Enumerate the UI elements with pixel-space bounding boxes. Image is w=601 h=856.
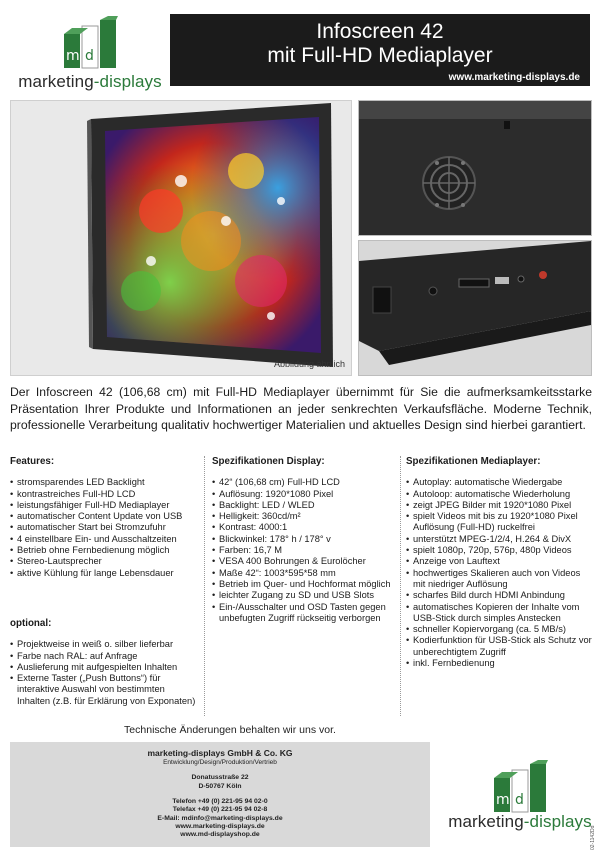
list-item: • Ein-/Ausschalter und OSD Tasten gegen unbefugten Zugriff rückseitig verborgen (212, 602, 396, 625)
ports-image (359, 241, 591, 375)
header-url[interactable]: www.marketing-displays.de (448, 72, 580, 83)
brand-wordmark: marketing-displays (18, 72, 162, 91)
list-item: • Maße 42“: 1003*595*58 mm (212, 568, 396, 579)
list-item: • unterstützt MPEG-1/2/4, H.264 & DivX (406, 534, 592, 545)
display-specs-list (212, 477, 396, 624)
list-item: • Projektweise in weiß o. silber lieferbar (10, 639, 200, 650)
brand-logo-bottom (440, 760, 590, 848)
display-specs-heading: Spezifikationen Display: (212, 456, 325, 467)
list-item: • Helligkeit: 360cd/m² (212, 511, 396, 522)
list-item: • Auflösung: 1920*1080 Pixel (212, 489, 396, 500)
list-item: • Anzeige von Lauftext (406, 556, 592, 567)
player-specs-section (406, 456, 592, 669)
footer-street: Donatusstraße 22 (191, 774, 249, 781)
features-list (10, 477, 200, 579)
footer-city: D-50767 Köln (198, 782, 242, 790)
infoscreen-front-image (11, 101, 351, 375)
player-specs-list (406, 477, 592, 669)
product-photo-ports (358, 240, 592, 376)
footer-contact (10, 798, 430, 839)
optional-heading: optional: (10, 618, 52, 629)
list-item: • Backlight: LED / WLED (212, 500, 396, 511)
list-item: • Betrieb im Quer- und Hochformat möglich (212, 579, 396, 590)
optional-list (10, 639, 200, 707)
list-item: • zeigt JPEG Bilder mit 1920*1080 Pixel (406, 500, 592, 511)
product-photo-back (358, 100, 592, 236)
image-caption: Abbildung ähnlich (273, 359, 345, 369)
list-item: • kontrastreiches Full-HD LCD (10, 489, 200, 500)
list-item: • Betrieb ohne Fernbedienung möglich (10, 545, 200, 556)
document-code: 02-1142Dd (590, 825, 596, 850)
list-item: • scharfes Bild durch HDMI Anbindung (406, 590, 592, 601)
list-item: • schneller Kopiervorgang (ca. 5 MB/s) (406, 624, 592, 635)
intro-paragraph: Der Infoscreen 42 (106,68 cm) mit Full-HD Mediaplayer übernimmt für Sie die aufmerksamkeitsstarke Präsentation Ihrer Produkte und Informationen an jeder senkrechten Verkaufsfläche. Moderne Technik, professionelle Verarbeitung qualitativ hochwertiger Materialien und aktuelles Design sind hierbei garantiert. (10, 385, 592, 432)
brand-wordmark: marketing-displays (448, 812, 592, 831)
rear-fan-image (359, 101, 591, 235)
player-specs-heading: Spezifikationen Mediaplayer: (406, 456, 541, 467)
list-item: • Kontrast: 4000:1 (212, 522, 396, 533)
list-item: • Kodierfunktion für USB-Stick als Schutz vor unberechtigtem Zugriff (406, 635, 592, 658)
optional-section (10, 618, 200, 707)
svg-text:m: m (496, 792, 510, 808)
column-divider (204, 456, 205, 716)
list-item: • stromsparendes LED Backlight (10, 477, 200, 488)
footer-phone: Telefon +49 (0) 221-95 94 02-0 (172, 798, 268, 805)
footer-address (10, 774, 430, 791)
product-title: Infoscreen 42 (316, 20, 444, 43)
list-item: • Externe Taster („Push Buttons“) für interaktive Auswahl von bestimmten Inhalten (z.B. für Erklärung von Exponaten) (10, 673, 200, 707)
list-item: • Blickwinkel: 178° h / 178° v (212, 534, 396, 545)
list-item: • Auslieferung mit aufgespielten Inhalten (10, 662, 200, 673)
list-item: • hochwertiges Skalieren auch von Videos mit niedriger Auflösung (406, 568, 592, 591)
column-divider (400, 456, 401, 716)
title-banner (170, 14, 590, 86)
list-item: • 4 einstellbare Ein- und Ausschaltzeiten (10, 534, 200, 545)
footer-email[interactable]: E-Mail: mdinfo@marketing-displays.de (157, 814, 283, 822)
list-item: • Autoloop: automatische Wiederholung (406, 489, 592, 500)
list-item: • automatisches Kopieren der Inhalte vom USB-Stick durch simples Anstecken (406, 602, 592, 625)
product-photo-main (10, 100, 352, 376)
product-subtitle: mit Full-HD Mediaplayer (267, 44, 493, 67)
list-item: • 42“ (106,68 cm) Full-HD LCD (212, 477, 396, 488)
footer-company: marketing-displays GmbH & Co. KG (147, 748, 293, 758)
list-item: • spielt 1080p, 720p, 576p, 480p Videos (406, 545, 592, 556)
list-item: • inkl. Fernbedienung (406, 658, 592, 669)
footer-contact-box (10, 742, 430, 847)
md-cube-logo-icon (58, 16, 118, 70)
svg-text:d: d (85, 48, 94, 64)
footer-fax: Telefax +49 (0) 221-95 94 02-8 (172, 806, 268, 814)
md-cube-logo-icon (488, 760, 548, 814)
display-specs-section (212, 456, 396, 624)
list-item: • VESA 400 Bohrungen & Eurolöcher (212, 556, 396, 567)
svg-text:d: d (515, 792, 524, 808)
list-item: • aktive Kühlung für lange Lebensdauer (10, 568, 200, 579)
features-heading: Features: (10, 456, 55, 467)
technical-notice: Technische Änderungen behalten wir uns vor. (124, 724, 336, 736)
list-item: • spielt Videos mit bis zu 1920*1080 Pixel Auflösung (Full-HD) ruckelfrei (406, 511, 592, 534)
list-item: • Farbe nach RAL: auf Anfrage (10, 651, 200, 662)
list-item: • leichter Zugang zu SD und USB Slots (212, 590, 396, 601)
list-item: • automatischer Content Update von USB (10, 511, 200, 522)
footer-web-link[interactable]: www.marketing-displays.de (175, 822, 265, 830)
brand-logo-top (10, 12, 160, 100)
list-item: • automatischer Start bei Stromzufuhr (10, 522, 200, 533)
features-section (10, 456, 200, 579)
list-item: • Stereo-Lautsprecher (10, 556, 200, 567)
list-item: • Autoplay: automatische Wiedergabe (406, 477, 592, 488)
footer-subtitle: Entwicklung/Design/Produktion/Vertrieb (163, 759, 277, 766)
svg-text:m: m (66, 48, 80, 64)
footer-shop-link[interactable]: www.md-displayshop.de (180, 831, 260, 839)
list-item: • leistungsfähiger Full-HD Mediaplayer (10, 500, 200, 511)
list-item: • Farben: 16,7 M (212, 545, 396, 556)
